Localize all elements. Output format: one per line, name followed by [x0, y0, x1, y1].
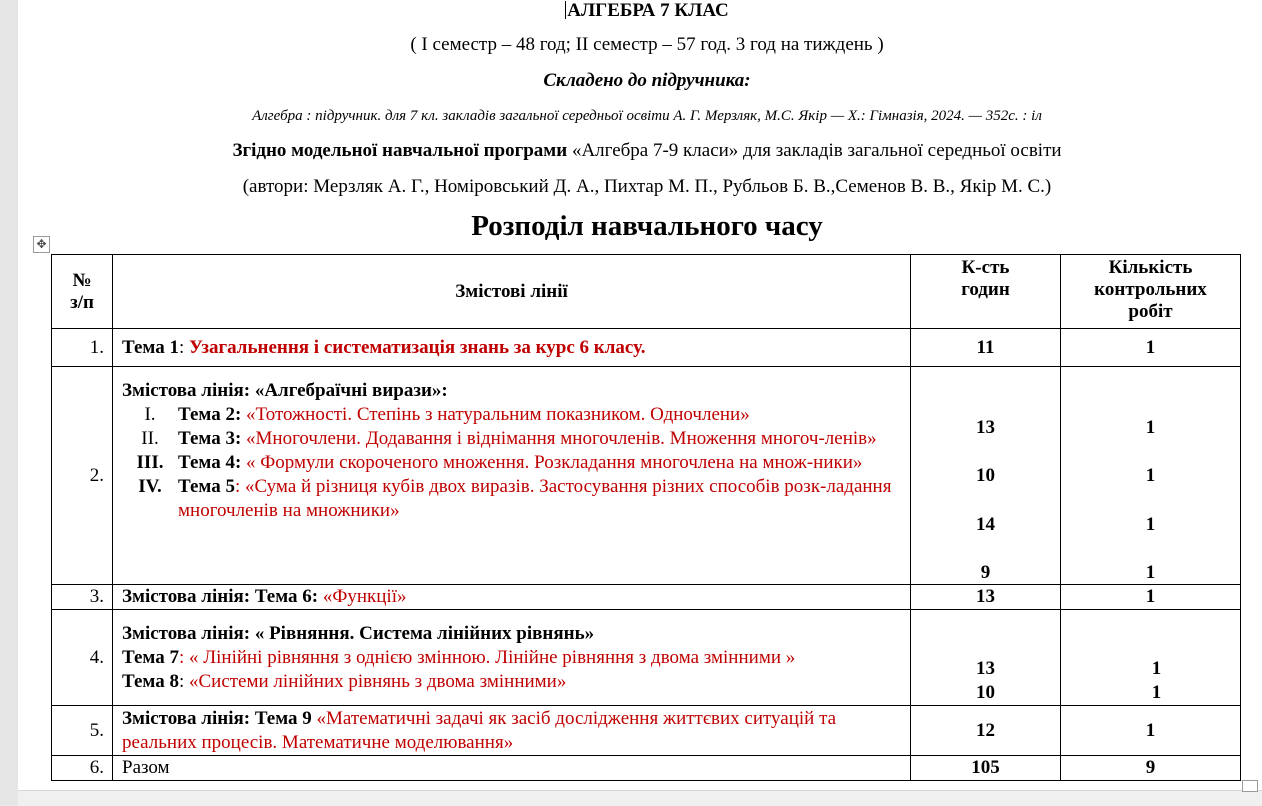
table-row — [52, 585, 1241, 610]
row-tests: 1 — [1061, 706, 1241, 756]
row-content: Змістова лінія: Тема 6: «Функції» — [113, 585, 911, 610]
row-hours: 13 10 14 9 — [911, 367, 1061, 585]
table-move-handle-icon[interactable]: ✥ — [33, 236, 50, 253]
total-hours: 105 — [911, 756, 1061, 781]
row-hours: 12 — [911, 706, 1061, 756]
table-row — [52, 367, 1241, 585]
program-reference: Згідно модельної навчальної програми «Алгебра 7-9 класи» для закладів загальної середньої освіти — [232, 140, 1062, 161]
table-row — [52, 610, 1241, 706]
list-item: I. Тема 2: «Тотожності. Степінь з натуральним показником. Одночлени» — [144, 404, 750, 425]
time-allocation-table — [51, 254, 1241, 781]
program-authors: (автори: Мерзляк А. Г., Номіровський Д. А., Пихтар М. П., Рубльов Б. В.,Семенов В. В., Якір М. С.) — [242, 176, 1052, 197]
table-row-total — [52, 756, 1241, 781]
list-item: III. Тема 4: « Формули скороченого множення. Розкладання многочлена на множ-ники» — [136, 452, 863, 473]
row-content: Змістова лінія: « Рівняння. Система лінійних рівнянь» Тема 7: « Лінійні рівняння з однією змінною. Лінійне рівняння з двома змінними » Тема 8: «Системи лінійних рівнянь з двома змінними» — [113, 610, 911, 706]
table-resize-handle-icon[interactable] — [1242, 780, 1258, 792]
header-num: № з/п — [52, 255, 113, 329]
hours-per-semester: ( І семестр – 48 год; ІІ семестр – 57 год. 3 год на тиждень ) — [410, 34, 884, 55]
table-header-row — [52, 255, 1241, 329]
row-hours: 13 — [911, 585, 1061, 610]
row-number: 5. — [52, 706, 113, 756]
page-bottom-gap — [18, 790, 1262, 806]
list-item: II. Тема 3: «Многочлени. Додавання і віднімання многочленів. Множення многоч-ленів» — [141, 428, 877, 449]
row-number: 2. — [52, 367, 113, 585]
total-tests: 9 — [1061, 756, 1241, 781]
textbook-reference: Алгебра : підручник. для 7 кл. закладів загальної середньої освіти А. Г. Мерзляк, М.С. Якір — Х.: Гімназія, 2024. — 352с. : іл — [252, 108, 1042, 124]
left-gutter — [0, 0, 18, 805]
table-row — [52, 706, 1241, 756]
list-item: IV. Тема 5: «Сума й різниця кубів двох виразів. Застосування різних способів розк-ладання многочленів на множники» — [138, 476, 892, 521]
row-number: 4. — [52, 610, 113, 706]
row-content: Змістова лінія: «Алгебраїчні вирази»: I. Тема 2: «Тотожності. Степінь з натуральним показником. Одночлени» II. Тема 3: «Многочлени. Додавання і віднімання многочленів. Множення многоч-ленів» III. Тема 4: « Формули скороченого множення. Розкладання многочлена на множ-ники» IV. Тема 5: «Сума й різниця кубів двох виразів. Застосування різних способів розк-ладання многочленів на множники» — [113, 367, 911, 585]
row-number: 3. — [52, 585, 113, 610]
row-tests: 1 1 1 1 — [1061, 367, 1241, 585]
row-hours: 11 — [911, 329, 1061, 367]
row-content: Тема 1: Узагальнення і систематизація знань за курс 6 класу. — [113, 329, 911, 367]
row-number: 1. — [52, 329, 113, 367]
header-tests: Кількість контрольних робіт — [1061, 255, 1241, 329]
row-tests: 1 — [1061, 585, 1241, 610]
row-tests: 1 1 — [1061, 610, 1241, 706]
compiled-for: Складено до підручника: — [543, 70, 751, 91]
section-title: Розподіл навчального часу — [471, 210, 823, 242]
doc-title: АЛГЕБРА 7 КЛАС — [567, 0, 729, 21]
row-hours: 13 10 — [911, 610, 1061, 706]
header-content: Змістові лінії — [113, 255, 911, 329]
table-row — [52, 329, 1241, 367]
row-tests: 1 — [1061, 329, 1241, 367]
header-hours: К-сть годин — [911, 255, 1061, 329]
row-content: Разом — [113, 756, 911, 781]
row-number: 6. — [52, 756, 113, 781]
row-content: Змістова лінія: Тема 9 «Математичні задачі як засіб дослідження життєвих ситуацій та реальних процесів. Математичне моделювання» — [113, 706, 911, 756]
